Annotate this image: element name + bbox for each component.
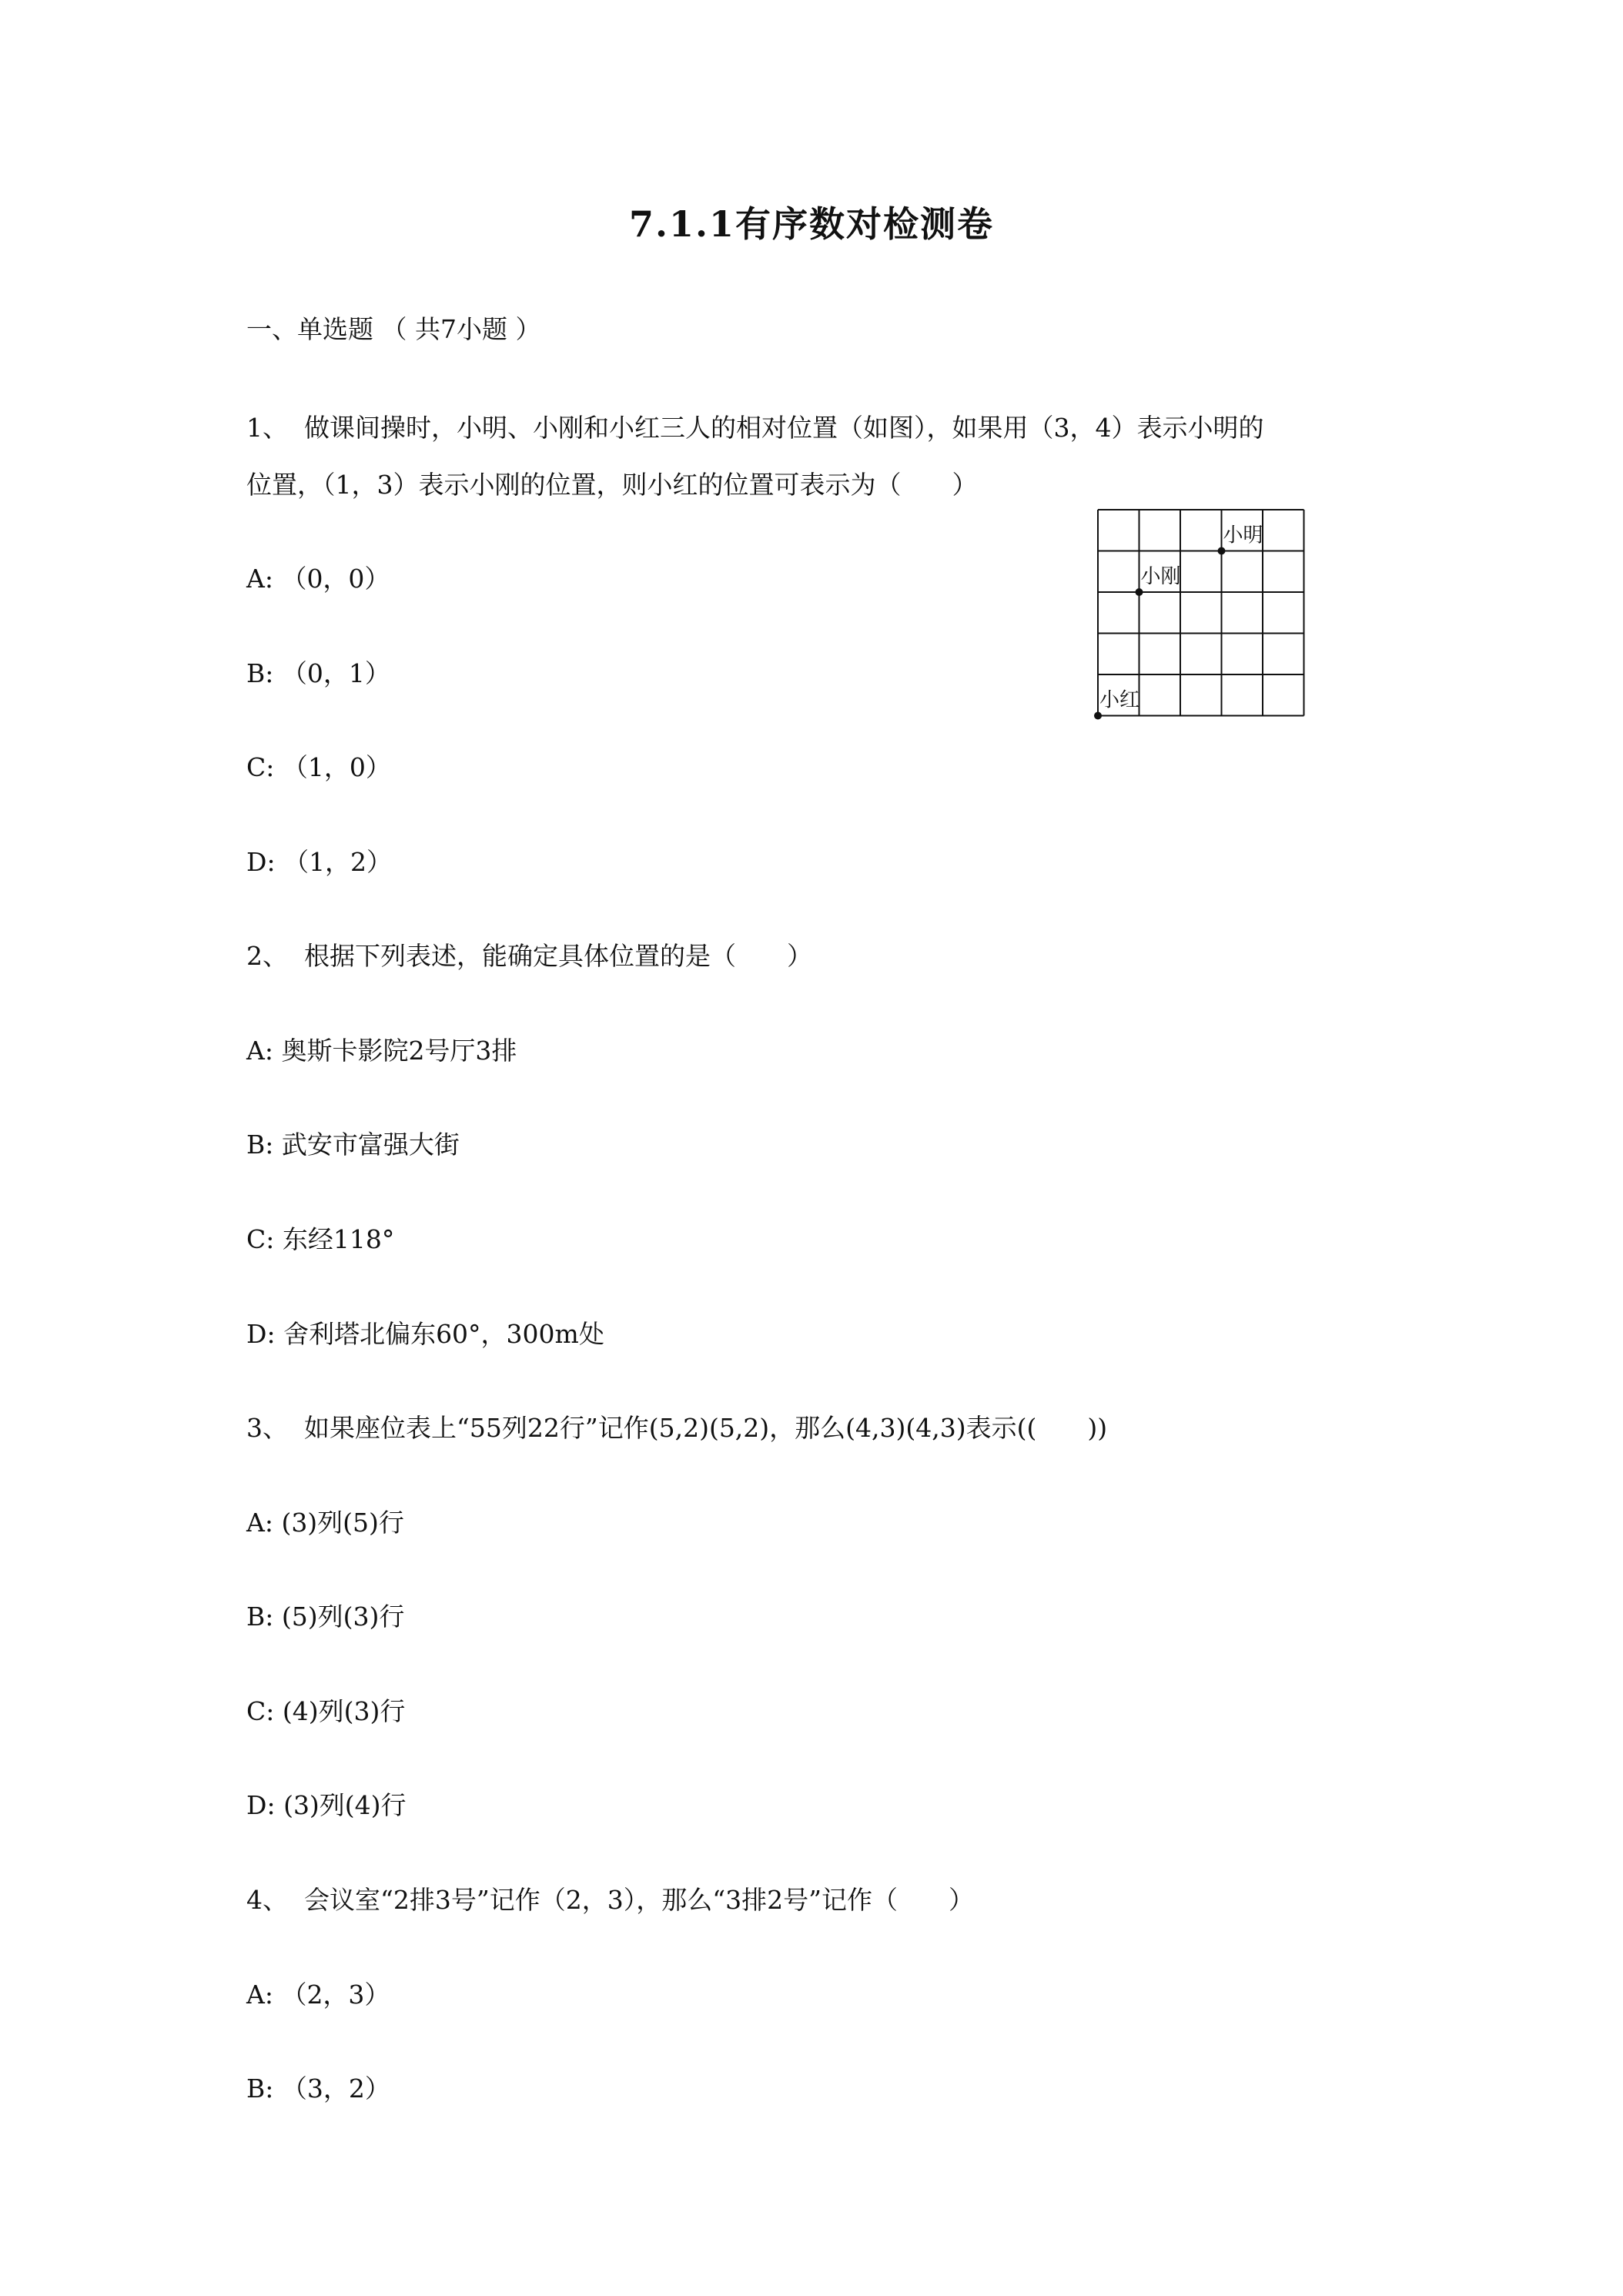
option-c: C: (4)列(3)行 xyxy=(246,1696,406,1726)
option-a: A: 奥斯卡影院2号厅3排 xyxy=(246,1036,517,1066)
option-b: B: (5)列(3)行 xyxy=(246,1602,405,1632)
option-a: A: （0，0） xyxy=(246,564,390,594)
grid-point-label: 小刚 xyxy=(1140,565,1181,588)
question-number: 3、 xyxy=(246,1413,288,1443)
section-heading: 一、单选题 （ 共7小题 ） xyxy=(246,314,541,344)
question-number: 4、 xyxy=(246,1885,288,1915)
option-d: D: （1，2） xyxy=(246,847,393,877)
question-text: 会议室“2排3号”记作（2，3），那么“3排2号”记作（ ） xyxy=(303,1885,974,1915)
grid-point xyxy=(1218,547,1226,555)
question-2 xyxy=(246,941,812,972)
option-d: D: 舍利塔北偏东60°，300m处 xyxy=(246,1319,604,1349)
question-1-line2: 位置，（1，3）表示小刚的位置，则小红的位置可表示为（ ） xyxy=(246,470,978,500)
question-4 xyxy=(246,1885,974,1916)
option-a: A: （2，3） xyxy=(246,1980,390,2010)
option-c: C: 东经118° xyxy=(246,1224,395,1254)
question-number: 1、 xyxy=(246,413,288,443)
option-b: B: （3，2） xyxy=(246,2073,390,2104)
option-b: B: （0，1） xyxy=(246,658,390,688)
option-b: B: 武安市富强大街 xyxy=(246,1130,460,1160)
position-grid-figure xyxy=(1092,502,1307,725)
option-d: D: (3)列(4)行 xyxy=(246,1790,407,1820)
option-c: C: （1，0） xyxy=(246,752,391,782)
question-text: 如果座位表上“55列22行”记作(5,2)(5,2)，那么(4,3)(4,3)表示(( )) xyxy=(303,1413,1108,1443)
grid-point xyxy=(1136,588,1143,596)
question-3 xyxy=(246,1413,1107,1444)
grid-point-label: 小明 xyxy=(1223,524,1263,547)
question-text: 做课间操时，小明、小刚和小红三人的相对位置（如图），如果用（3，4）表示小明的 xyxy=(303,413,1264,443)
page-title: 7.1.1有序数对检测卷 xyxy=(628,203,995,245)
option-a: A: (3)列(5)行 xyxy=(246,1508,404,1538)
question-text: 根据下列表述，能确定具体位置的是（ ） xyxy=(303,941,812,971)
question-number: 2、 xyxy=(246,941,288,971)
question-1-line1 xyxy=(246,413,1263,443)
grid-point xyxy=(1094,712,1102,720)
grid-point-label: 小红 xyxy=(1099,688,1140,712)
